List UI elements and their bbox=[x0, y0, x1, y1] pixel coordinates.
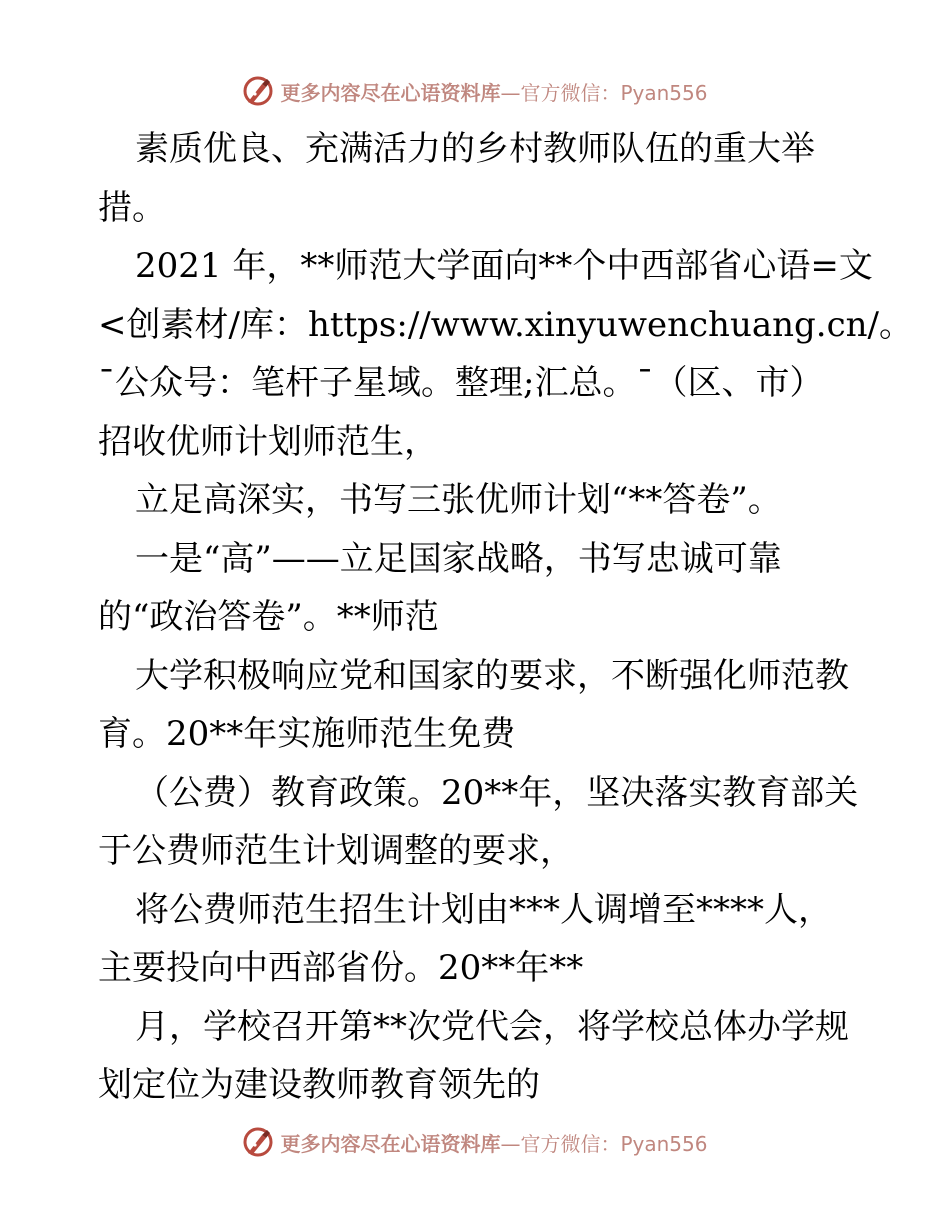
text-line: 立足高深实，书写三张优师计划“**答卷”。 bbox=[135, 480, 782, 520]
document-body bbox=[98, 120, 913, 1115]
text-line: 划定位为建设教师教育领先的 bbox=[98, 1065, 540, 1105]
text-line: （公费）教育政策。20**年，坚决落实教育部关 bbox=[135, 772, 859, 813]
header-watermark bbox=[0, 73, 950, 109]
watermark-wechat: —官方微信：Pyan556 bbox=[500, 1131, 708, 1156]
text-line: ¯公众号：笔杆子星域。整理;汇总。¯（区、市） bbox=[98, 363, 824, 403]
footer-watermark bbox=[0, 1124, 950, 1160]
text-line: 月，学校召开第**次党代会，将学校总体办学规 bbox=[135, 1006, 849, 1047]
text-line: 2021 年，**师范大学面向**个中西部省心语=文 bbox=[135, 246, 873, 286]
pen-logo-icon bbox=[242, 1126, 274, 1158]
text-line: 将公费师范生招生计划由***人调增至****人， bbox=[135, 889, 832, 930]
text-line: <创素材/库：https://www.xinyuwenchuang.cn/。 bbox=[98, 304, 913, 345]
text-line: 的“政治答卷”。**师范 bbox=[98, 597, 439, 637]
text-line: 主要投向中西部省份。20**年** bbox=[98, 948, 584, 988]
text-line: 素质优良、充满活力的乡村教师队伍的重大举 bbox=[135, 129, 815, 169]
text-line: 措。 bbox=[98, 187, 166, 228]
text-line: 大学积极响应党和国家的要求，不断强化师范教 bbox=[135, 655, 849, 696]
text-line: 一是“高”——立足国家战略，书写忠诚可靠 bbox=[135, 538, 782, 579]
text-line: 育。20**年实施师范生免费 bbox=[98, 714, 516, 754]
text-line: 招收优师计划师范生， bbox=[98, 421, 438, 462]
watermark-wechat: —官方微信：Pyan556 bbox=[500, 80, 708, 105]
watermark-text bbox=[280, 77, 707, 106]
watermark-text bbox=[280, 1128, 707, 1157]
pen-logo-icon bbox=[242, 75, 274, 107]
text-line: 于公费师范生计划调整的要求， bbox=[98, 831, 574, 871]
watermark-brand: 更多内容尽在心语资料库 bbox=[280, 80, 501, 105]
watermark-brand: 更多内容尽在心语资料库 bbox=[280, 1131, 501, 1156]
